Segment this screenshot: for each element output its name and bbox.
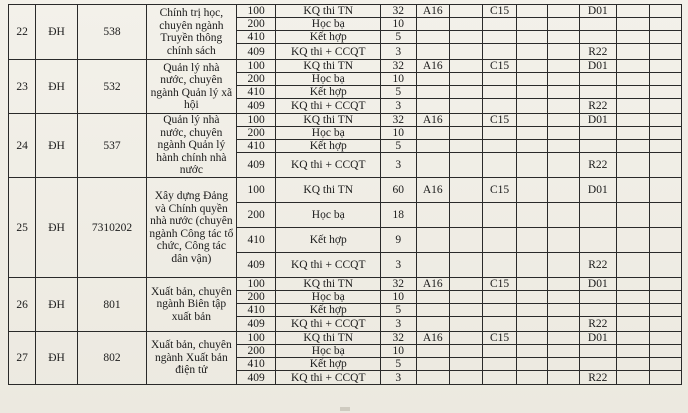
- empty-cell: [617, 31, 649, 44]
- quota: 5: [380, 358, 416, 371]
- combo-1: [416, 304, 449, 317]
- empty-cell: [548, 140, 579, 153]
- method-name: Học bạ: [276, 345, 381, 358]
- level: ĐH: [36, 178, 78, 278]
- empty-cell: [449, 317, 482, 332]
- method-code: 410: [236, 228, 276, 253]
- empty-cell: [449, 99, 482, 114]
- combo-3: [579, 291, 617, 304]
- empty-cell: [617, 291, 649, 304]
- quota: 3: [380, 99, 416, 114]
- empty-cell: [649, 358, 682, 371]
- method-name: Học bạ: [276, 203, 381, 228]
- empty-cell: [449, 203, 482, 228]
- empty-cell: [617, 44, 649, 60]
- empty-cell: [449, 332, 482, 345]
- empty-cell: [617, 358, 649, 371]
- empty-cell: [548, 153, 579, 178]
- combo-1: A16: [416, 278, 449, 291]
- empty-cell: [617, 178, 649, 203]
- empty-cell: [449, 73, 482, 86]
- major-code: 538: [77, 5, 146, 60]
- empty-cell: [649, 99, 682, 114]
- empty-cell: [649, 140, 682, 153]
- major-name: Quản lý nhà nước, chuyên ngành Quản lý hành chính nhà nước: [146, 114, 236, 178]
- quota: 10: [380, 73, 416, 86]
- quota: 3: [380, 44, 416, 60]
- method-name: Kết hợp: [276, 140, 381, 153]
- combo-1: [416, 153, 449, 178]
- major-code: 7310202: [77, 178, 146, 278]
- method-code: 410: [236, 358, 276, 371]
- empty-cell: [548, 18, 579, 31]
- combo-1: [416, 291, 449, 304]
- method-name: KQ thi + CCQT: [276, 99, 381, 114]
- empty-cell: [649, 86, 682, 99]
- empty-cell: [649, 114, 682, 127]
- combo-3: D01: [579, 114, 617, 127]
- table-body: [9, 5, 682, 385]
- combo-1: [416, 140, 449, 153]
- method-code: 410: [236, 31, 276, 44]
- empty-cell: [649, 345, 682, 358]
- admission-table: [8, 4, 682, 385]
- method-code: 410: [236, 304, 276, 317]
- method-code: 409: [236, 44, 276, 60]
- empty-cell: [617, 60, 649, 73]
- empty-cell: [516, 127, 547, 140]
- empty-cell: [516, 358, 547, 371]
- empty-cell: [516, 332, 547, 345]
- level: ĐH: [36, 60, 78, 114]
- empty-cell: [548, 44, 579, 60]
- method-code: 200: [236, 345, 276, 358]
- combo-2: C15: [483, 5, 516, 18]
- method-code: 409: [236, 253, 276, 278]
- empty-cell: [516, 99, 547, 114]
- empty-cell: [449, 127, 482, 140]
- combo-3: [579, 304, 617, 317]
- combo-2: C15: [483, 332, 516, 345]
- combo-3: D01: [579, 5, 617, 18]
- empty-cell: [449, 253, 482, 278]
- quota: 32: [380, 5, 416, 18]
- empty-cell: [649, 127, 682, 140]
- combo-3: [579, 31, 617, 44]
- major-code: 537: [77, 114, 146, 178]
- empty-cell: [649, 60, 682, 73]
- method-code: 410: [236, 86, 276, 99]
- quota: 32: [380, 332, 416, 345]
- quota: 10: [380, 18, 416, 31]
- empty-cell: [516, 5, 547, 18]
- empty-cell: [617, 253, 649, 278]
- combo-1: [416, 127, 449, 140]
- empty-cell: [617, 127, 649, 140]
- combo-2: [483, 31, 516, 44]
- combo-2: [483, 371, 516, 385]
- empty-cell: [617, 99, 649, 114]
- method-code: 200: [236, 203, 276, 228]
- empty-cell: [548, 278, 579, 291]
- row-number: 23: [9, 60, 36, 114]
- empty-cell: [449, 114, 482, 127]
- combo-2: [483, 44, 516, 60]
- combo-2: [483, 317, 516, 332]
- level: ĐH: [36, 332, 78, 385]
- row-number: 24: [9, 114, 36, 178]
- empty-cell: [617, 140, 649, 153]
- combo-3: [579, 18, 617, 31]
- empty-cell: [516, 44, 547, 60]
- combo-1: [416, 317, 449, 332]
- empty-cell: [617, 317, 649, 332]
- empty-cell: [649, 18, 682, 31]
- quota: 5: [380, 31, 416, 44]
- method-code: 100: [236, 114, 276, 127]
- method-code: 409: [236, 99, 276, 114]
- combo-2: [483, 253, 516, 278]
- combo-2: [483, 228, 516, 253]
- method-name: Học bạ: [276, 127, 381, 140]
- empty-cell: [617, 114, 649, 127]
- method-code: 100: [236, 60, 276, 73]
- method-code: 100: [236, 5, 276, 18]
- major-code: 802: [77, 332, 146, 385]
- empty-cell: [449, 31, 482, 44]
- combo-2: [483, 99, 516, 114]
- combo-2: [483, 345, 516, 358]
- combo-3: D01: [579, 178, 617, 203]
- combo-3: D01: [579, 60, 617, 73]
- quota: 3: [380, 153, 416, 178]
- quota: 10: [380, 291, 416, 304]
- empty-cell: [516, 291, 547, 304]
- method-code: 200: [236, 18, 276, 31]
- combo-1: A16: [416, 60, 449, 73]
- empty-cell: [516, 73, 547, 86]
- method-name: Kết hợp: [276, 304, 381, 317]
- row-number: 22: [9, 5, 36, 60]
- empty-cell: [548, 345, 579, 358]
- empty-cell: [516, 278, 547, 291]
- empty-cell: [617, 345, 649, 358]
- empty-cell: [516, 140, 547, 153]
- empty-cell: [617, 304, 649, 317]
- empty-cell: [649, 228, 682, 253]
- combo-1: A16: [416, 5, 449, 18]
- empty-cell: [516, 114, 547, 127]
- empty-cell: [516, 253, 547, 278]
- empty-cell: [516, 304, 547, 317]
- combo-1: [416, 371, 449, 385]
- empty-cell: [449, 140, 482, 153]
- method-name: KQ thi + CCQT: [276, 44, 381, 60]
- method-name: KQ thi TN: [276, 60, 381, 73]
- combo-1: [416, 358, 449, 371]
- empty-cell: [649, 44, 682, 60]
- combo-2: [483, 140, 516, 153]
- combo-3: R22: [579, 371, 617, 385]
- method-name: Kết hợp: [276, 31, 381, 44]
- combo-2: [483, 358, 516, 371]
- major-name: Xuất bản, chuyên ngành Biên tập xuất bản: [146, 278, 236, 332]
- empty-cell: [548, 203, 579, 228]
- combo-1: [416, 86, 449, 99]
- empty-cell: [548, 304, 579, 317]
- major-code: 532: [77, 60, 146, 114]
- empty-cell: [548, 358, 579, 371]
- method-name: KQ thi + CCQT: [276, 253, 381, 278]
- empty-cell: [449, 278, 482, 291]
- method-name: KQ thi TN: [276, 178, 381, 203]
- empty-cell: [649, 153, 682, 178]
- combo-2: [483, 203, 516, 228]
- empty-cell: [449, 228, 482, 253]
- method-code: 409: [236, 317, 276, 332]
- combo-3: D01: [579, 332, 617, 345]
- empty-cell: [548, 332, 579, 345]
- empty-cell: [449, 153, 482, 178]
- empty-cell: [617, 18, 649, 31]
- method-code: 100: [236, 332, 276, 345]
- quota: 10: [380, 345, 416, 358]
- empty-cell: [617, 332, 649, 345]
- empty-cell: [548, 291, 579, 304]
- method-name: KQ thi TN: [276, 332, 381, 345]
- empty-cell: [449, 18, 482, 31]
- method-name: Học bạ: [276, 291, 381, 304]
- empty-cell: [548, 99, 579, 114]
- empty-cell: [449, 60, 482, 73]
- row-number: 27: [9, 332, 36, 385]
- empty-cell: [617, 228, 649, 253]
- empty-cell: [548, 73, 579, 86]
- combo-1: [416, 99, 449, 114]
- combo-1: [416, 18, 449, 31]
- empty-cell: [649, 5, 682, 18]
- method-code: 200: [236, 291, 276, 304]
- combo-3: [579, 203, 617, 228]
- combo-3: R22: [579, 99, 617, 114]
- combo-3: [579, 358, 617, 371]
- page-footer-mark: [340, 407, 350, 411]
- combo-2: [483, 291, 516, 304]
- combo-2: [483, 304, 516, 317]
- empty-cell: [617, 5, 649, 18]
- empty-cell: [548, 114, 579, 127]
- method-name: Học bạ: [276, 73, 381, 86]
- combo-3: [579, 127, 617, 140]
- empty-cell: [649, 304, 682, 317]
- empty-cell: [548, 178, 579, 203]
- combo-1: A16: [416, 332, 449, 345]
- method-code: 410: [236, 140, 276, 153]
- quota: 32: [380, 60, 416, 73]
- combo-3: [579, 345, 617, 358]
- combo-1: [416, 73, 449, 86]
- method-name: Kết hợp: [276, 86, 381, 99]
- method-name: KQ thi + CCQT: [276, 371, 381, 385]
- level: ĐH: [36, 114, 78, 178]
- method-name: Kết hợp: [276, 358, 381, 371]
- empty-cell: [548, 86, 579, 99]
- combo-3: R22: [579, 153, 617, 178]
- method-code: 200: [236, 127, 276, 140]
- empty-cell: [548, 253, 579, 278]
- quota: 5: [380, 140, 416, 153]
- empty-cell: [548, 127, 579, 140]
- empty-cell: [649, 317, 682, 332]
- empty-cell: [649, 73, 682, 86]
- combo-2: C15: [483, 278, 516, 291]
- combo-1: [416, 253, 449, 278]
- combo-1: A16: [416, 114, 449, 127]
- empty-cell: [516, 203, 547, 228]
- empty-cell: [516, 31, 547, 44]
- empty-cell: [617, 153, 649, 178]
- quota: 9: [380, 228, 416, 253]
- table-row: [9, 178, 682, 203]
- combo-1: [416, 31, 449, 44]
- combo-1: [416, 345, 449, 358]
- empty-cell: [449, 358, 482, 371]
- empty-cell: [649, 291, 682, 304]
- major-name: Xuất bản, chuyên ngành Xuất bản điện tử: [146, 332, 236, 385]
- combo-3: R22: [579, 253, 617, 278]
- method-name: KQ thi TN: [276, 278, 381, 291]
- empty-cell: [516, 153, 547, 178]
- empty-cell: [617, 73, 649, 86]
- combo-1: A16: [416, 178, 449, 203]
- combo-3: [579, 140, 617, 153]
- empty-cell: [449, 86, 482, 99]
- empty-cell: [548, 317, 579, 332]
- quota: 5: [380, 86, 416, 99]
- empty-cell: [649, 31, 682, 44]
- row-number: 26: [9, 278, 36, 332]
- empty-cell: [449, 291, 482, 304]
- combo-3: R22: [579, 317, 617, 332]
- table-row: [9, 5, 682, 18]
- quota: 3: [380, 317, 416, 332]
- quota: 60: [380, 178, 416, 203]
- empty-cell: [649, 203, 682, 228]
- method-name: KQ thi + CCQT: [276, 153, 381, 178]
- table-row: [9, 332, 682, 345]
- table-row: [9, 114, 682, 127]
- combo-2: [483, 73, 516, 86]
- quota: 32: [380, 278, 416, 291]
- empty-cell: [516, 86, 547, 99]
- combo-1: [416, 44, 449, 60]
- empty-cell: [516, 18, 547, 31]
- combo-2: [483, 18, 516, 31]
- method-code: 200: [236, 73, 276, 86]
- row-number: 25: [9, 178, 36, 278]
- empty-cell: [548, 60, 579, 73]
- major-code: 801: [77, 278, 146, 332]
- quota: 32: [380, 114, 416, 127]
- quota: 3: [380, 371, 416, 385]
- empty-cell: [617, 278, 649, 291]
- combo-1: [416, 203, 449, 228]
- empty-cell: [516, 228, 547, 253]
- empty-cell: [449, 304, 482, 317]
- method-name: KQ thi TN: [276, 5, 381, 18]
- method-name: KQ thi + CCQT: [276, 317, 381, 332]
- empty-cell: [449, 5, 482, 18]
- empty-cell: [548, 5, 579, 18]
- empty-cell: [649, 178, 682, 203]
- major-name: Quản lý nhà nước, chuyên ngành Quản lý xã hội: [146, 60, 236, 114]
- empty-cell: [449, 44, 482, 60]
- empty-cell: [649, 332, 682, 345]
- combo-3: [579, 73, 617, 86]
- empty-cell: [516, 317, 547, 332]
- combo-3: R22: [579, 44, 617, 60]
- combo-2: C15: [483, 114, 516, 127]
- empty-cell: [548, 31, 579, 44]
- quota: 10: [380, 127, 416, 140]
- empty-cell: [617, 371, 649, 385]
- level: ĐH: [36, 278, 78, 332]
- empty-cell: [617, 86, 649, 99]
- method-code: 100: [236, 278, 276, 291]
- combo-2: C15: [483, 178, 516, 203]
- empty-cell: [617, 203, 649, 228]
- combo-3: D01: [579, 278, 617, 291]
- table-row: [9, 60, 682, 73]
- combo-2: [483, 127, 516, 140]
- empty-cell: [649, 253, 682, 278]
- combo-1: [416, 228, 449, 253]
- empty-cell: [548, 228, 579, 253]
- empty-cell: [548, 371, 579, 385]
- empty-cell: [516, 345, 547, 358]
- major-name: Chính trị học, chuyên ngành Truyền thông chính sách: [146, 5, 236, 60]
- empty-cell: [449, 371, 482, 385]
- level: ĐH: [36, 5, 78, 60]
- empty-cell: [516, 371, 547, 385]
- method-code: 100: [236, 178, 276, 203]
- empty-cell: [649, 371, 682, 385]
- quota: 18: [380, 203, 416, 228]
- combo-3: [579, 86, 617, 99]
- empty-cell: [516, 178, 547, 203]
- method-name: Kết hợp: [276, 228, 381, 253]
- empty-cell: [449, 345, 482, 358]
- table-row: [9, 278, 682, 291]
- empty-cell: [516, 60, 547, 73]
- method-code: 409: [236, 371, 276, 385]
- empty-cell: [449, 178, 482, 203]
- quota: 3: [380, 253, 416, 278]
- combo-2: C15: [483, 60, 516, 73]
- quota: 5: [380, 304, 416, 317]
- method-name: Học bạ: [276, 18, 381, 31]
- combo-2: [483, 86, 516, 99]
- method-code: 409: [236, 153, 276, 178]
- combo-2: [483, 153, 516, 178]
- method-name: KQ thi TN: [276, 114, 381, 127]
- empty-cell: [649, 278, 682, 291]
- major-name: Xây dựng Đảng và Chính quyền nhà nước (chuyên ngành Công tác tổ chức, Công tác dân vận): [146, 178, 236, 278]
- combo-3: [579, 228, 617, 253]
